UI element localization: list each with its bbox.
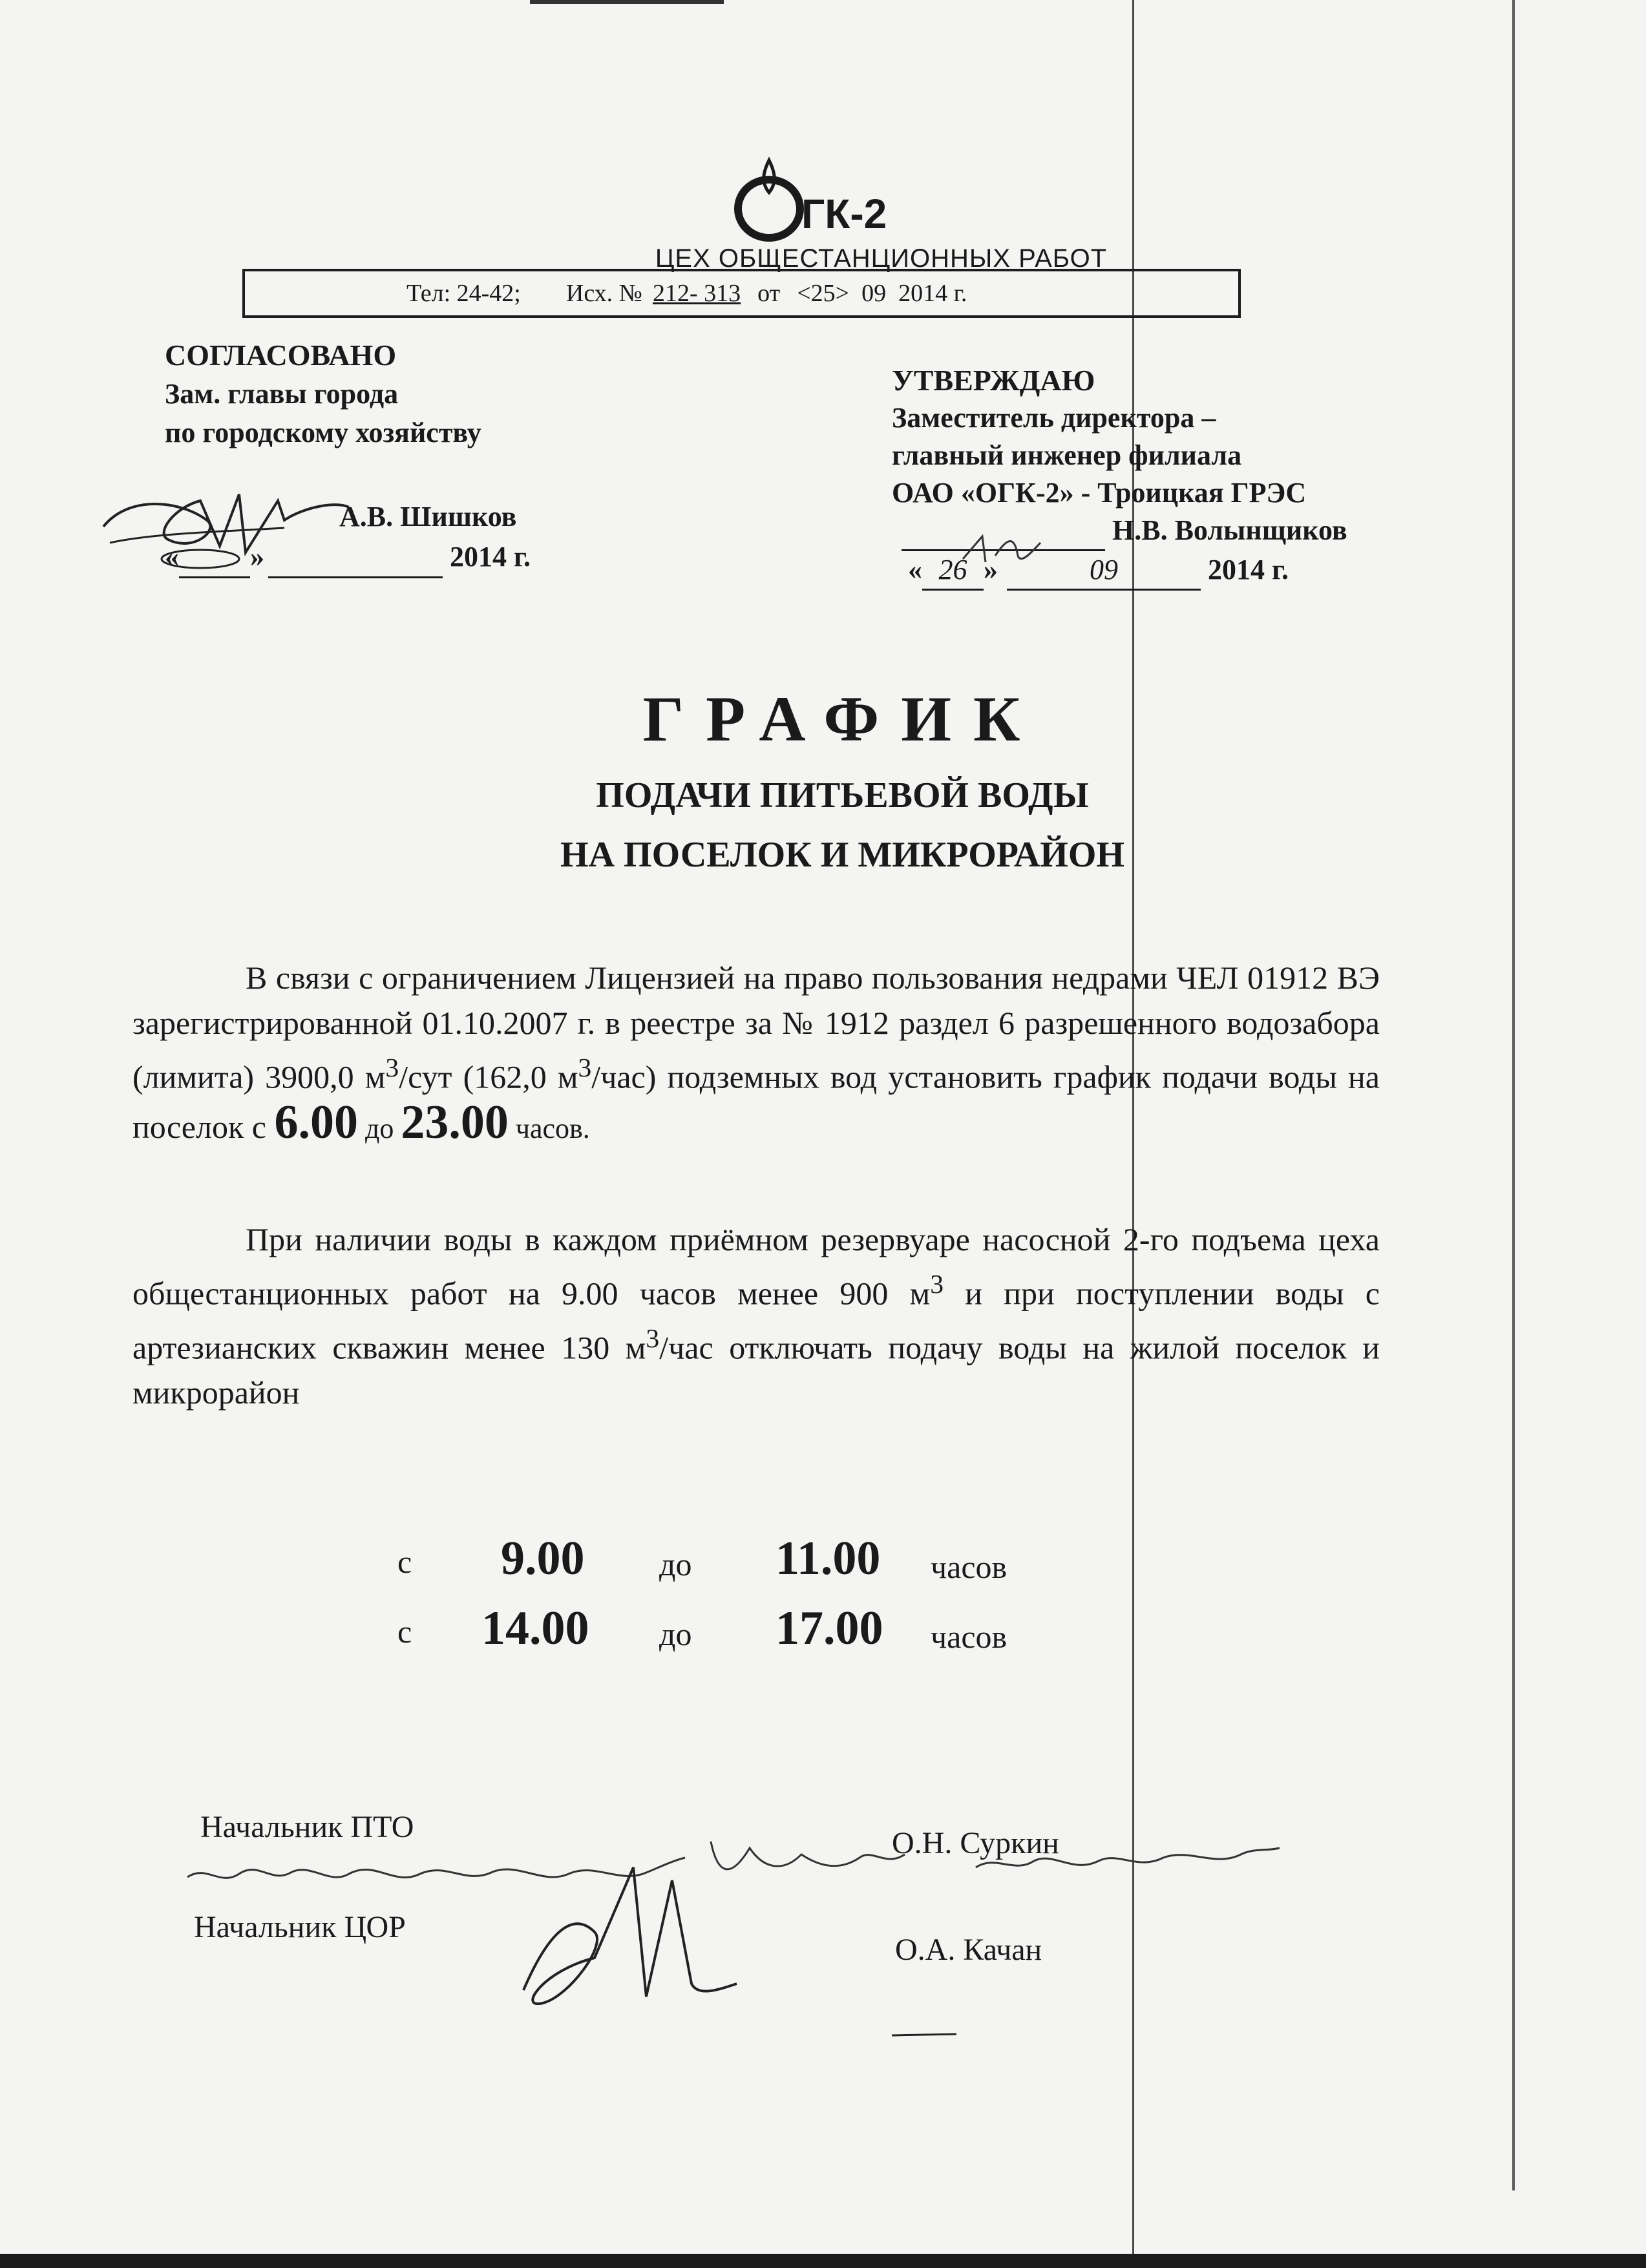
paragraph1-sup2: 3 xyxy=(578,1053,592,1083)
approval-left-date-open: « xyxy=(165,541,179,572)
schedule-unit: часов xyxy=(931,1619,1008,1655)
supply-end-time: 23.00 xyxy=(401,1095,509,1149)
paragraph1-sup1: 3 xyxy=(385,1053,399,1083)
approval-right-month: 09 xyxy=(1007,551,1201,591)
paragraph2-sup2: 3 xyxy=(646,1323,660,1354)
paragraph2-sup1: 3 xyxy=(930,1270,944,1299)
outgoing-number: 212- 313 xyxy=(652,280,741,307)
schedule-from-label: с xyxy=(397,1613,412,1650)
paragraph2-part-a: При наличии воды в каждом приёмном резервуаре насосной 2-го подъема цеха общестанционных работ на 9.00 часов менее 900 м xyxy=(132,1221,1380,1312)
approval-left-name: А.В. Шишков xyxy=(339,501,517,532)
signature-shishkov-icon xyxy=(90,481,362,572)
document-date: <25> 09 2014 г. xyxy=(797,280,967,307)
paragraph1-end: часов. xyxy=(508,1112,590,1144)
department-name: ЦЕХ ОБЩЕСТАНЦИОННЫХ РАБОТ xyxy=(655,244,1108,273)
company-logo xyxy=(724,147,944,244)
approval-heading-right: УТВЕРЖДАЮ xyxy=(892,364,1095,397)
schedule-row xyxy=(0,1531,1646,1590)
schedule-to-label: до xyxy=(659,1546,692,1582)
paragraph2-part-c: /час отключать подачу воды на жилой поселок и микрорайон xyxy=(132,1329,1380,1411)
schedule-row xyxy=(0,1601,1646,1659)
schedule-unit: часов xyxy=(931,1549,1008,1585)
approval-right-date-close: » xyxy=(984,554,998,585)
signer-name: О.Н. Суркин xyxy=(892,1826,1059,1860)
document-title: ГРАФИК xyxy=(642,683,1042,755)
approval-right-date-open: « xyxy=(908,554,922,585)
signature-volynshchikov-icon xyxy=(956,530,1060,569)
ogk2-logo-icon xyxy=(724,147,944,244)
scan-page-edge xyxy=(1512,0,1515,2190)
schedule-from-time: 14.00 xyxy=(481,1602,589,1655)
date-label: от xyxy=(757,280,781,307)
approval-left-line1: Зам. главы города xyxy=(165,378,399,410)
paragraph1-part-c: /час) подземных вод установить график подачи воды на поселок с xyxy=(132,1058,1380,1145)
approval-right-line1: Заместитель директора – xyxy=(892,402,1216,434)
document-subtitle xyxy=(0,766,1646,885)
signer-position: Начальник ЦОР xyxy=(194,1910,406,1944)
paragraph1-part-a: В связи с ограничением Лицензией на право пользования недрами ЧЕЛ 01912 ВЭ зарегистрированной 01.10.2007 г. в реестре за № 1912 раздел 6 разрешенного водозабора (лимита) 3900,0 м xyxy=(132,960,1380,1095)
approval-right-line3: ОАО «ОГК-2» - Троицкая ГРЭС xyxy=(892,477,1307,509)
subtitle-line1: ПОДАЧИ ПИТЬЕВОЙ ВОДЫ xyxy=(596,775,1089,815)
subtitle-line2: НА ПОСЕЛОК И МИКРОРАЙОН xyxy=(560,835,1124,875)
signer-position: Начальник ПТО xyxy=(200,1810,414,1844)
schedule-to-time: 11.00 xyxy=(776,1532,881,1585)
supply-start-time: 6.00 xyxy=(274,1095,358,1149)
approval-left-line2: по городскому хозяйству xyxy=(165,417,481,448)
approval-right-year: 2014 г. xyxy=(1208,554,1289,585)
schedule-from-label: с xyxy=(397,1544,412,1580)
paragraph-license xyxy=(132,955,1380,1151)
approval-right-day: 26 xyxy=(922,551,984,591)
signer-name: О.А. Качан xyxy=(895,1933,1042,1967)
approval-left-year: 2014 г. xyxy=(450,541,531,572)
schedule-from-time: 9.00 xyxy=(501,1532,585,1585)
reference-box xyxy=(242,269,1241,318)
phone-number: Тел: 24-42; xyxy=(406,280,521,307)
approval-right-name: Н.В. Волынщиков xyxy=(1112,514,1347,546)
handwritten-signatures-icon xyxy=(181,1829,1318,2042)
approval-left-date-close: » xyxy=(250,541,264,572)
paragraph2-part-b: и при поступлении воды с артезианских скважин менее 130 м xyxy=(132,1275,1380,1366)
scan-edge-top xyxy=(530,0,724,4)
outgoing-label: Исх. № xyxy=(565,280,642,307)
approval-right-line2: главный инженер филиала xyxy=(892,439,1242,471)
schedule-to-time: 17.00 xyxy=(776,1602,883,1655)
schedule-to-label: до xyxy=(659,1616,692,1652)
paragraph1-to-word: до xyxy=(357,1112,401,1144)
svg-text:ГК-2: ГК-2 xyxy=(801,191,887,237)
paragraph1-part-b: /сут (162,0 м xyxy=(399,1058,578,1095)
paragraph-conditions xyxy=(132,1217,1380,1415)
approval-heading-left: СОГЛАСОВАНО xyxy=(165,339,397,372)
scan-edge-bottom xyxy=(0,2254,1646,2268)
